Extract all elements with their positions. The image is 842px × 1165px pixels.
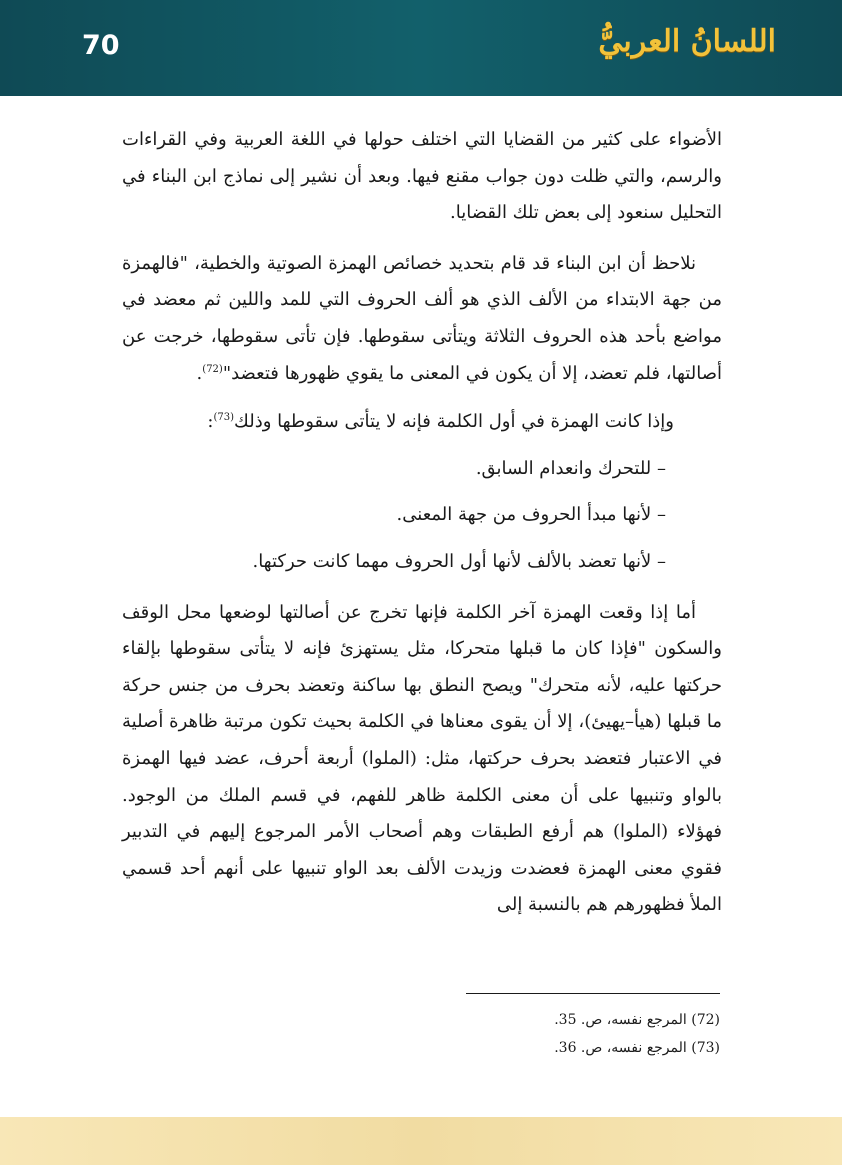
page-header xyxy=(0,0,842,96)
list-item: – لأنها تعضد بالألف لأنها أول الحروف مهما كانت حركتها. xyxy=(252,550,666,572)
footnote-ref-73[interactable]: (73) xyxy=(213,412,235,424)
page-number: 70 xyxy=(82,30,120,61)
paragraph-3-text: وإذا كانت الهمزة في أول الكلمة فإنه لا يتأتى سقوطها وذلك xyxy=(234,411,674,433)
footnote-divider xyxy=(466,993,720,994)
list-item: – لأنها مبدأ الحروف من جهة المعنى. xyxy=(396,504,666,526)
footnote-73: (73) المرجع نفسه، ص. 36. xyxy=(554,1040,720,1056)
paragraph-2 xyxy=(122,246,722,392)
footnotes xyxy=(380,1006,720,1062)
paragraph-5: أما إذا وقعت الهمزة آخر الكلمة فإنها تخرج عن أصالتها لوضعها محل الوقف والسكون "فإذا كان ما قبلها متحركا، مثل يستهزئ فإنه لا يتأتى سقوطها بإلقاء حركتها عليه، لأنه متحرك" ويصح النطق بها ساكنة وتعضد بحرف من جنس حركة ما قبلها (هيأ–يهيئ)، إلا أن يقوى معناها في الكلمة بحيث تكون مرتبة ظاهرة أصلية في الاعتبار فتعضد بحرف حركتها، مثل: (الملوا) أربعة أحرف، عضد فيها الهمزة بالواو وتنبيها على أن معنى الكلمة ظاهر للفهم، في قسم الملك من الوجود. فهؤلاء (الملوا) هم أرفع الطبقات وهم أصحاب الأمر المرجوع إليهم في التدبير فقوي معنى الهمزة فعضدت وزيدت الألف بعد الواو تنبيها على أنهم أحد قسمي الملأ فظهورهم هم بالنسبة إلى xyxy=(122,601,722,916)
paragraph-3-end: : xyxy=(207,411,214,433)
paragraph-2-text: نلاحظ أن ابن البناء قد قام بتحديد خصائص الهمزة الصوتية والخطية، "فالهمزة من جهة الابتداء من الألف الذي هو ألف الحروف التي للمد واللين ثم معضد في مواضع بأحد هذه الحروف الثلاثة ويتأتى سقوطها. فإن تأتى سقوطها، خرجت عن أصالتها، فلم تعضد، إلا أن يكون في المعنى ما يقوي ظهورها فتعضد" xyxy=(122,252,722,384)
list-item: – للتحرك وانعدام السابق. xyxy=(475,457,666,479)
paragraph-3 xyxy=(122,404,722,441)
journal-logo: اللسانُ العربيُّ xyxy=(598,24,776,59)
footnote-72: (72) المرجع نفسه، ص. 35. xyxy=(554,1012,720,1028)
paragraph-2-end: . xyxy=(196,362,203,384)
footnote-ref-72[interactable]: (72) xyxy=(202,363,223,375)
paragraph-1: الأضواء على كثير من القضايا التي اختلف حولها في اللغة العربية وفي القراءات والرسم، والتي ظلت دون جواب مقنع فيها. وبعد أن نشير إلى نماذج ابن البناء في التحليل سنعود إلى بعض تلك القضايا. xyxy=(122,129,722,224)
page-footer xyxy=(0,1117,842,1165)
article-body xyxy=(122,122,722,924)
